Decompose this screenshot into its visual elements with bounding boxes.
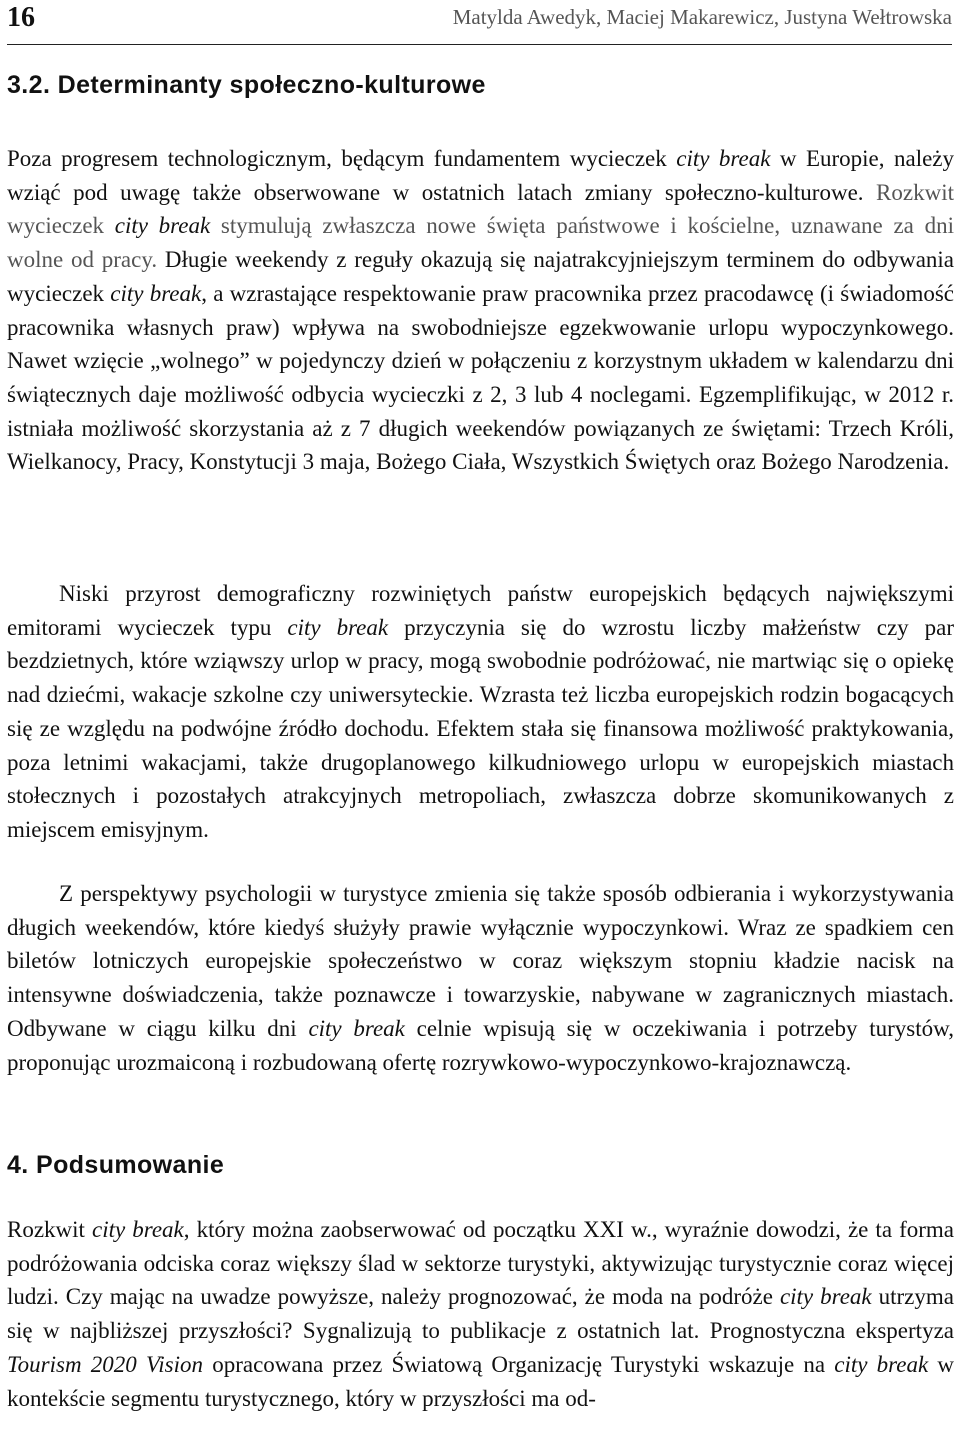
- italic-term: city break: [92, 1217, 184, 1242]
- body-paragraph: [7, 142, 954, 479]
- italic-term: city break: [308, 1015, 405, 1041]
- italic-term: city break: [779, 1284, 872, 1310]
- text-run: , który można zaobserwować od początku XXI w., wyraźnie dowodzi, że ta forma podróżowania odciska coraz większy ślad w sektorze turystyki, aktywizując turystycznie coraz więcej ludzi. Czy mając na uwadze powyższe, należy prognozować, że moda na podróże: [7, 1217, 954, 1310]
- italic-term: Tourism 2020 Vision: [7, 1351, 204, 1377]
- text-run: celnie wpisują się w oczekiwania i potrzeby turystów, proponując urozmaiconą i rozbudowaną ofertę rozrywkowo-wypoczynkowo-krajoznawczą.: [7, 1015, 954, 1075]
- body-paragraph: [7, 577, 954, 847]
- text-run: w Europie, należy wziąć pod uwagę także obserwowane w ostatnich latach zmiany społeczno-kulturowe.: [7, 146, 954, 205]
- text-run: w kontekście segmentu turystycznego, który w przyszłości ma od-: [7, 1351, 954, 1411]
- text-run: Z perspektywy psychologii w turystyce zmienia się także sposób odbierania i wykorzystywania długich weekendów, które kiedyś służyły prawie wyłącznie wypoczynkowi. Wraz ze spadkiem cen biletów lotniczych europejskie społeczeństwo w coraz większym stopniu kładzie nacisk na intensywne doświadczenia, także poznawcze i towarzyskie, nabywane w zagranicznych miastach. Odbywane w ciągu kilku dni: [7, 881, 954, 1041]
- summary-paragraph: [7, 1213, 954, 1415]
- page-header: [7, 0, 952, 45]
- section-heading: 3.2. Determinanty społeczno-kulturowe: [7, 71, 486, 99]
- italic-term: city break: [834, 1351, 929, 1377]
- italic-term: city break: [287, 614, 389, 640]
- text-run: Rozkwit wycieczek: [7, 179, 954, 239]
- text-run: stymulują zwłaszcza nowe święta państwowe i kościelne, uznawane za dni wolne od pracy.: [7, 213, 954, 273]
- text-run: , a wzrastające respektowanie praw pracownika przez pracodawcę (i świadomość pracownika własnych praw) wpływa na swobodniejsze egzekwowanie urlopu wypoczynkowego. Nawet wzięcie „wolnego” w pojedynczy dzień w połączeniu z korzystnym układem w kalendarzu dni świątecznych daje możliwość odbycia wycieczki z 2, 3 lub 4 noclegami. Egzemplifikując, w 2012 r. istniała możliwość skorzystania aż z 7 długich weekendów powiązanych ze świętami: Trzech Króli, Wielkanocy, Pracy, Konstytucji 3 maja, Bożego Ciała, Wszystkich Świętych oraz Bożego Narodzenia.: [7, 280, 954, 475]
- text-run: przyczynia się do wzrostu liczby małżeństw czy par bezdzietnych, które wziąwszy urlop w pracy, mogą swobodnie podróżować, nie martwiąc się o opiekę nad dziećmi, wakacje szkolne czy uniwersyteckie. Wzrasta też liczba europejskich rodzin bogacących się ze względu na podwójne źródło dochodu. Efektem stała się finansowa możliwość praktykowania, poza letnimi wakacjami, także drugoplanowego kilkudniowego urlopu w europejskich miastach stołecznych i pozostałych atrakcyjnych metropoliach, zwłaszcza dobrze skomunikowanych z miejscem emisyjnym.: [7, 614, 954, 842]
- page-number: 16: [7, 2, 35, 33]
- text-run: Niski przyrost demograficzny rozwiniętych państw europejskich będących największymi emitorami wycieczek typu: [7, 581, 954, 640]
- running-head: Matylda Awedyk, Maciej Makarewicz, Justyna Wełtrowska: [452, 5, 952, 29]
- italic-term: city break: [676, 146, 771, 171]
- text-run: Długie weekendy z reguły okazują się najatrakcyjniejszym terminem do odbywania wycieczek: [7, 247, 955, 306]
- text-run: Rozkwit: [7, 1217, 92, 1242]
- text-run: Poza progresem technologicznym, będącym fundamentem wycieczek: [7, 146, 677, 171]
- summary-heading: 4. Podsumowanie: [7, 1151, 225, 1179]
- italic-term: city break: [114, 213, 211, 239]
- text-run: utrzyma się w najbliższej przyszłości? Sygnalizują to publikacje z ostatnich lat. Prognostyczna ekspertyza: [7, 1284, 954, 1344]
- body-paragraph: [7, 877, 954, 1079]
- text-run: opracowana przez Światową Organizację Turystyki wskazuje na: [203, 1351, 835, 1377]
- italic-term: city break: [110, 280, 202, 306]
